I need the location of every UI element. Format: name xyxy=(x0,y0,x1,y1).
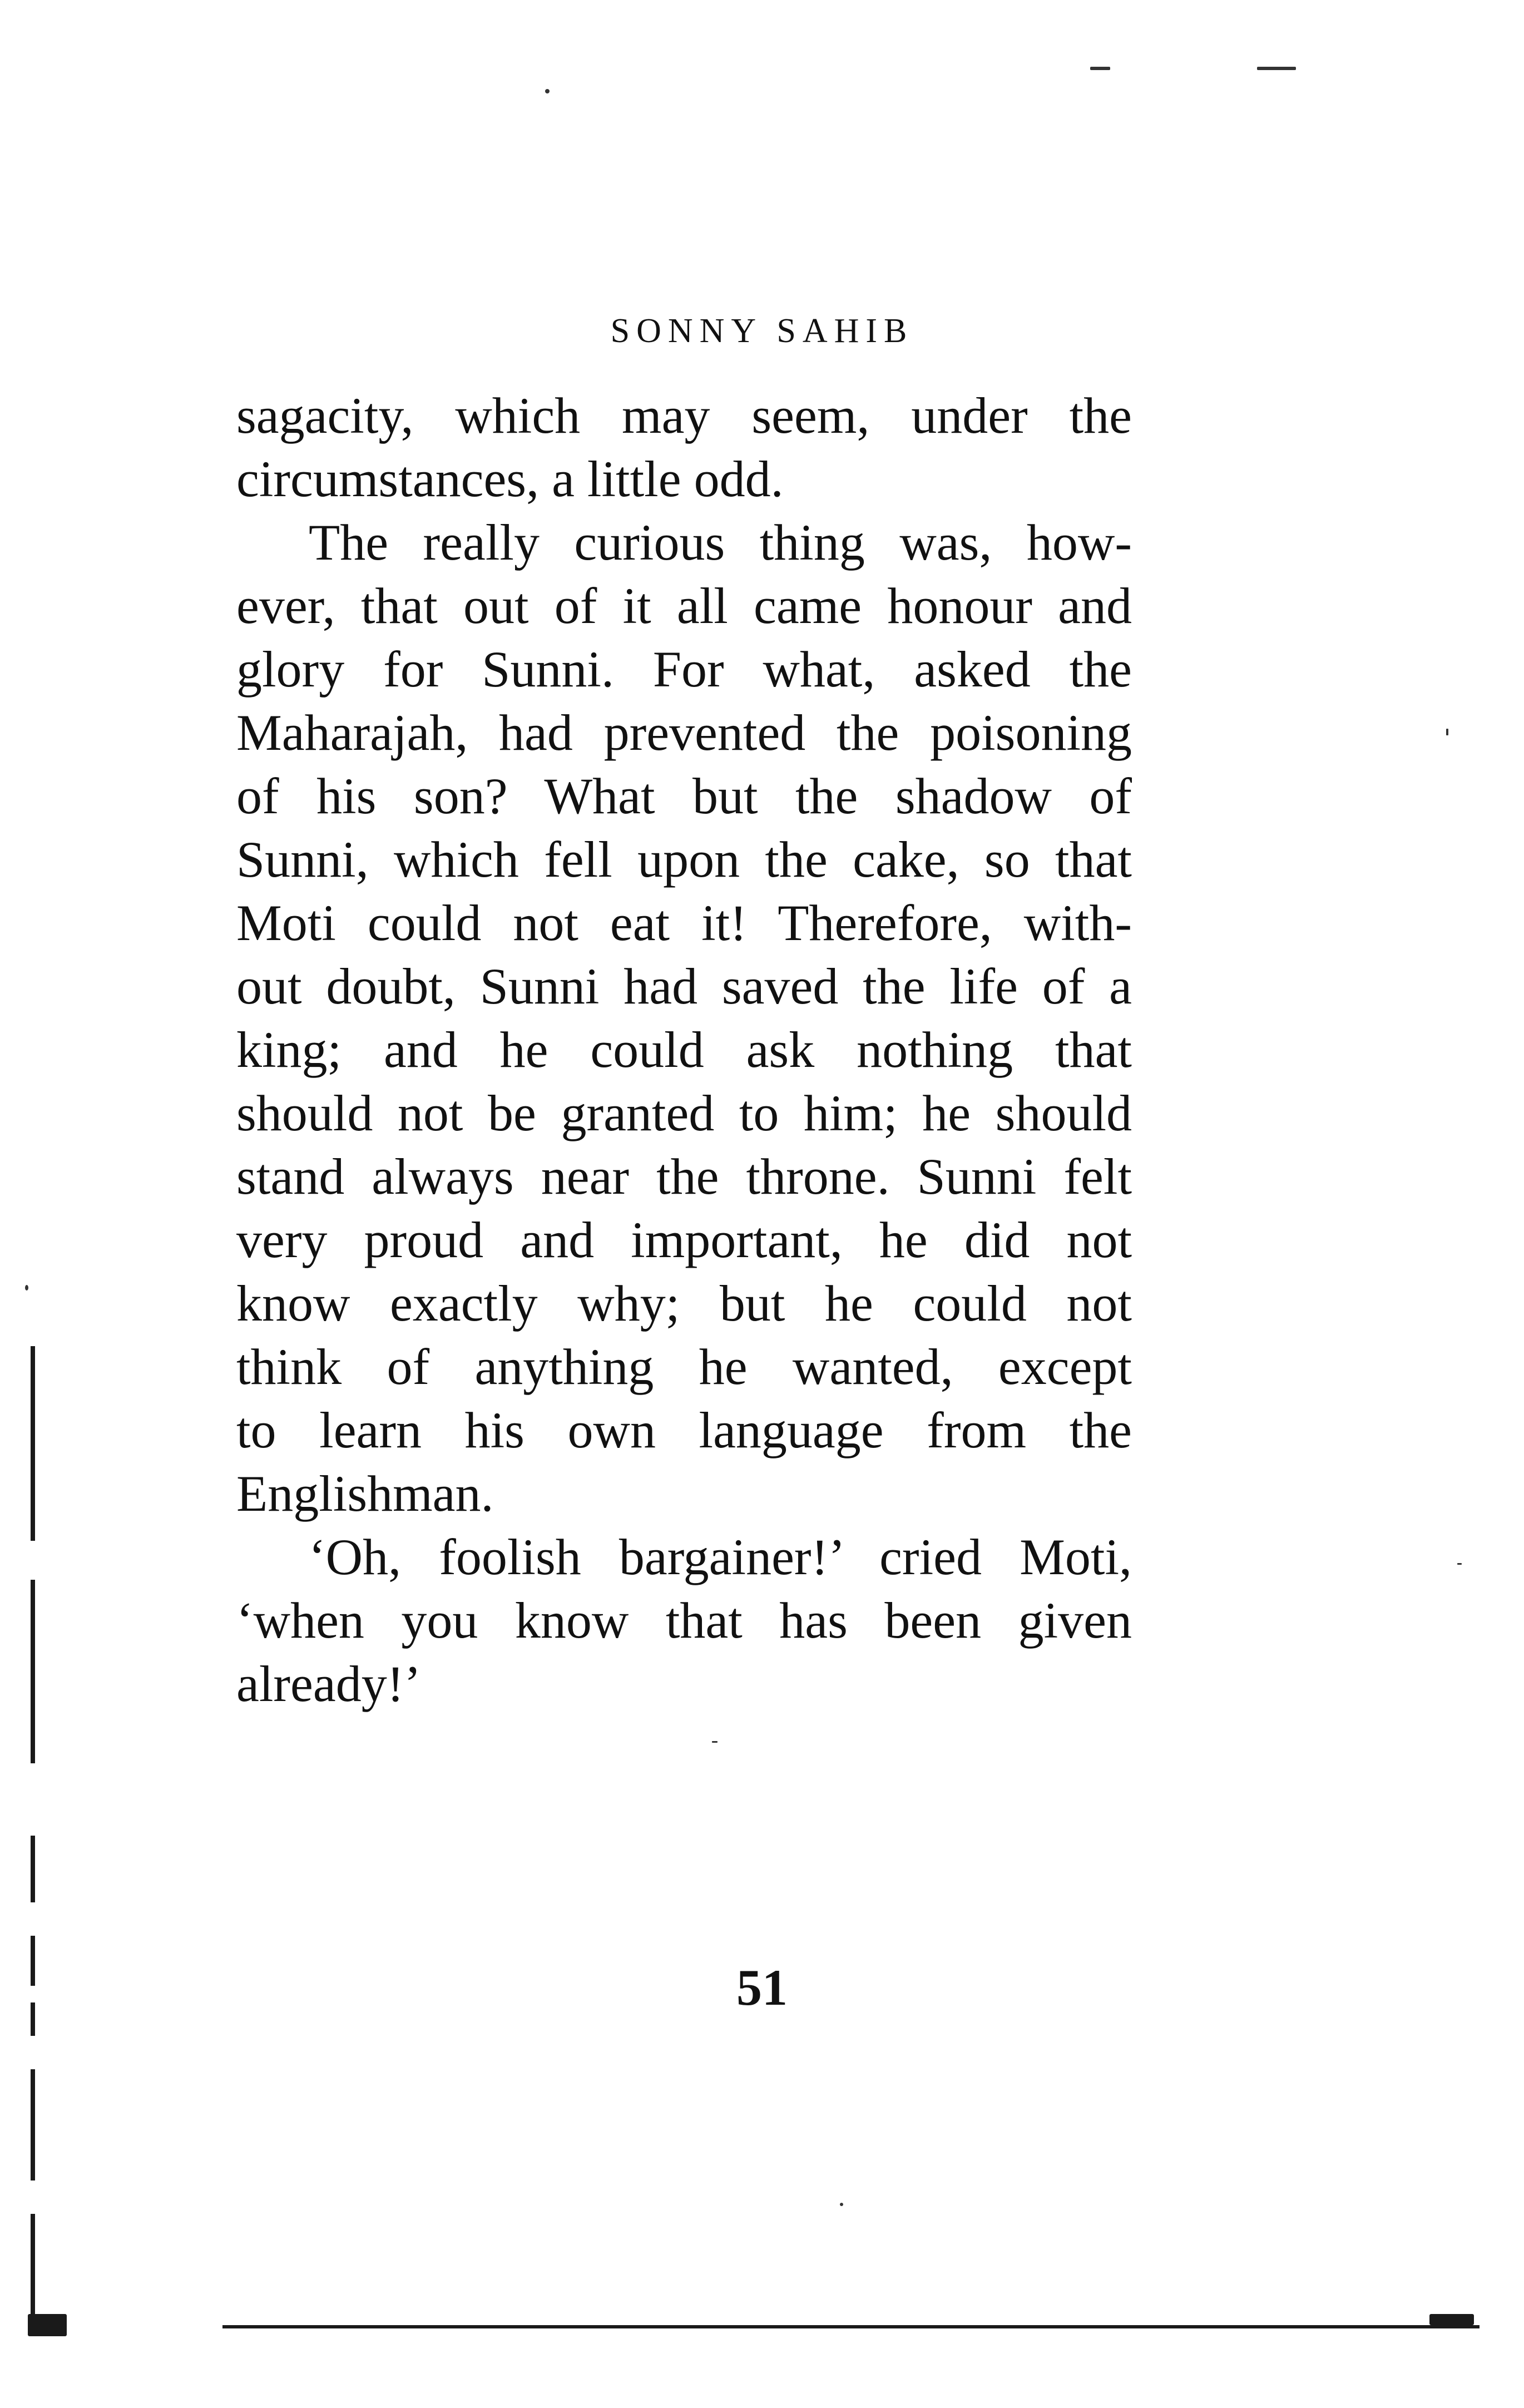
scan-speck xyxy=(25,1285,28,1290)
text-line: ‘when you know that has been given xyxy=(236,1592,1132,1649)
scan-speck xyxy=(712,1741,718,1743)
text-line: circumstances, a little odd. xyxy=(236,451,784,507)
text-line: The really curious thing was, how- xyxy=(309,514,1132,571)
text-line: sagacity, which may seem, under the xyxy=(236,387,1132,444)
text-line: Sunni, which fell upon the cake, so that xyxy=(236,831,1132,888)
scan-speck xyxy=(1090,67,1110,70)
scan-speck xyxy=(1446,729,1448,735)
scan-speck xyxy=(1457,1563,1462,1565)
scan-speck xyxy=(28,2314,67,2336)
scan-speck xyxy=(1429,2314,1474,2325)
text-line: ‘Oh, foolish bargainer!’ cried Moti, xyxy=(309,1529,1132,1585)
text-line: know exactly why; but he could not xyxy=(236,1275,1132,1332)
text-line: Englishman. xyxy=(236,1465,494,1522)
text-line: Moti could not eat it! Therefore, with- xyxy=(236,894,1132,951)
scan-edge-bottom xyxy=(222,2325,1480,2328)
text-line: to learn his own language from the xyxy=(236,1402,1132,1458)
text-line: ever, that out of it all came honour and xyxy=(236,577,1132,634)
text-line: out doubt, Sunni had saved the life of a xyxy=(236,958,1132,1015)
text-line: very proud and important, he did not xyxy=(236,1212,1132,1268)
text-line: Maharajah, had prevented the poisoning xyxy=(236,704,1132,761)
text-line: glory for Sunni. For what, asked the xyxy=(236,641,1132,698)
body-text xyxy=(236,384,1132,1715)
scan-edge-left xyxy=(31,1346,36,2336)
text-line: should not be granted to him; he should xyxy=(236,1085,1132,1141)
text-line: already!’ xyxy=(236,1655,421,1712)
scan-speck xyxy=(1257,67,1296,70)
text-line: king; and he could ask nothing that xyxy=(236,1021,1132,1078)
text-line: think of anything he wanted, except xyxy=(236,1338,1132,1395)
scan-speck xyxy=(840,2203,843,2206)
page-number: 51 xyxy=(736,1959,788,2016)
running-head: SONNY SAHIB xyxy=(610,312,914,350)
text-line: of his son? What but the shadow of xyxy=(236,768,1132,824)
scan-speck xyxy=(545,89,550,93)
text-line: stand always near the throne. Sunni felt xyxy=(236,1148,1132,1205)
